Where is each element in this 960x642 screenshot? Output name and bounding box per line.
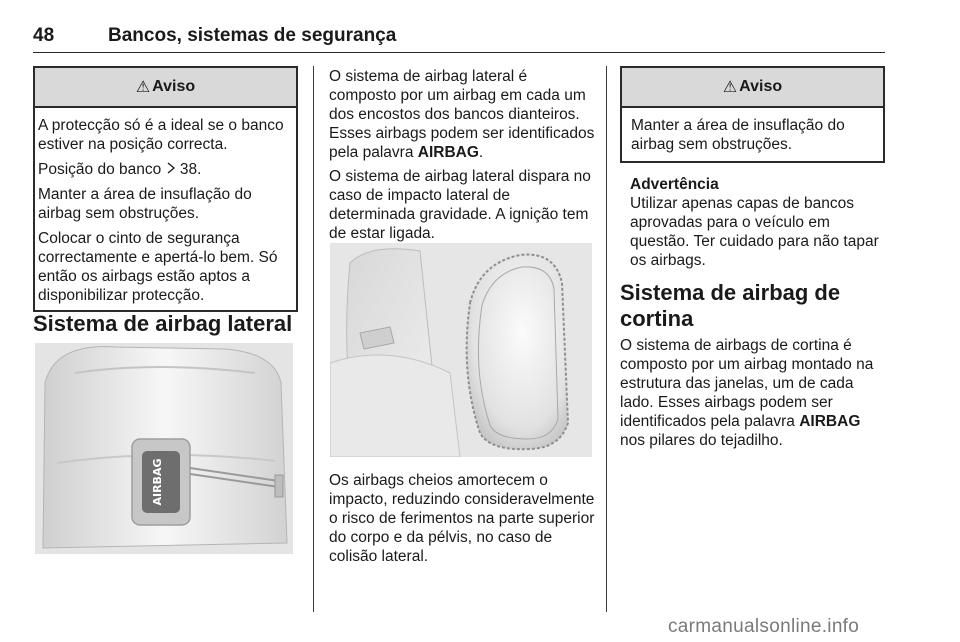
warning-body (35, 108, 296, 310)
warning-text: Posição do banco (38, 161, 162, 178)
page-number: 48 (33, 25, 55, 46)
warning-paragraph: Manter a área de insuflação do airbag sem obstruções. (38, 186, 252, 222)
body-paragraph: O sistema de airbag lateral dispara no caso de impacto lateral de determinada gravidade. A ignição tem de estar ligada. (329, 168, 591, 242)
page-reference[interactable]: 38. (179, 161, 202, 178)
body-text: O sistema de airbags de cortina é composto por um airbag montado na estrutura das janelas, um de cada lado. Esses airbags podem ser identificados pela palavra (620, 337, 874, 430)
note-text: Utilizar apenas capas de bancos aprovadas para o veículo em questão. Ter cuidado para não tapar os airbags. (630, 195, 879, 269)
note-title: Advertência (630, 176, 719, 193)
warning-body (622, 108, 883, 161)
page-header (33, 22, 885, 53)
note-block (620, 175, 885, 270)
watermark: carmanualsonline.info (668, 616, 860, 637)
warning-header (35, 68, 296, 108)
warning-box (33, 66, 298, 312)
warning-paragraph (38, 160, 294, 179)
body-paragraph (620, 336, 885, 450)
warning-paragraph: Colocar o cinto de segurança correctamente e apertá-lo bem. Só então os airbags estão aptos a disponibilizar protecção. (38, 230, 278, 304)
warning-title: Aviso (739, 78, 783, 95)
body-paragraph: Os airbags cheios amortecem o impacto, reduzindo consideravelmente o risco de ferimentos na parte superior do corpo e da pélvis, no caso de colisão lateral. (329, 472, 595, 565)
column-divider (313, 66, 314, 612)
warning-title: Aviso (152, 78, 196, 95)
body-text: . (478, 144, 484, 161)
warning-paragraph: Manter a área de insuflação do airbag sem obstruções. (631, 117, 845, 153)
body-paragraph (329, 67, 595, 162)
body-text: nos pilares do tejadilho. (620, 432, 783, 449)
section-heading: Sistema de airbag lateral (33, 311, 293, 336)
column-2-lower (329, 471, 595, 566)
column-divider (606, 66, 607, 612)
section-heading: Sistema de airbag de cortina (620, 280, 841, 331)
column-2 (329, 67, 595, 243)
seat-illustration (35, 343, 293, 554)
airbag-label: AIRBAG (151, 458, 164, 506)
warning-paragraph: A protecção só é a ideal se o banco estiver na posição correcta. (38, 117, 284, 153)
warning-box (620, 66, 885, 163)
seat-airbag-figure (35, 343, 293, 554)
arrow-reference-icon (166, 160, 176, 179)
column-3 (620, 66, 885, 450)
deployed-airbag-figure (330, 243, 592, 457)
airbag-word: AIRBAG (799, 413, 861, 430)
warning-triangle-icon: ⚠ (722, 79, 738, 96)
body-text: O sistema de airbag lateral é composto por um airbag em cada um dos encostos dos bancos dianteiros. Esses airbags podem ser identificados pela palavra (329, 68, 595, 161)
page-title: Bancos, sistemas de segurança (108, 25, 397, 46)
deployed-airbag-illustration (330, 243, 592, 457)
warning-header (622, 68, 883, 108)
column-1 (33, 66, 298, 312)
warning-triangle-icon: ⚠ (135, 79, 151, 96)
airbag-word: AIRBAG (417, 144, 479, 161)
